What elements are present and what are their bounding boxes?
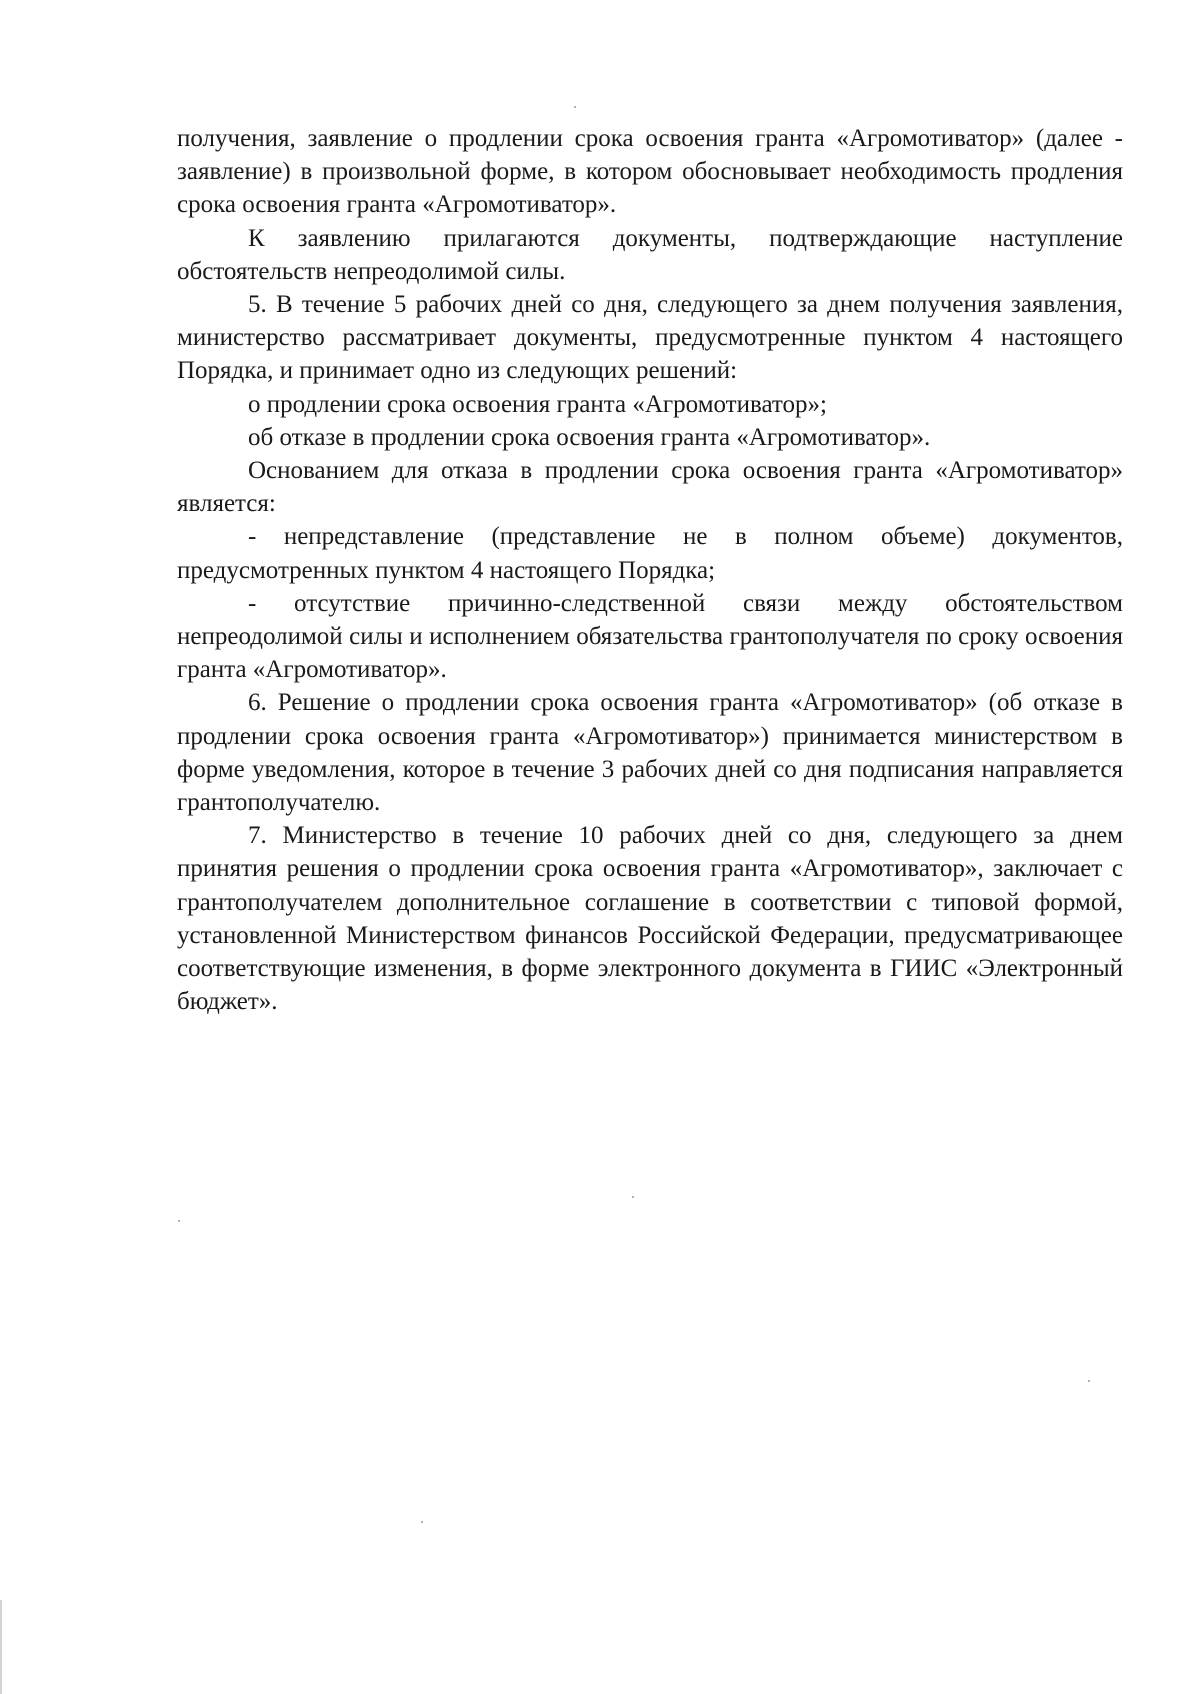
scan-speck [421, 1521, 423, 1523]
paragraph-item-6: 6. Решение о продлении срока освоения гранта «Агромотиватор» (об отказе в продлении срока освоения гранта «Агромотиватор») принимается министерством в форме уведомления, которое в течение 3 рабочих дней со дня подписания направляется грантополучателю. [177, 689, 1123, 817]
paragraph-item-5: 5. В течение 5 рабочих дней со дня, следующего за днем получения заявления, министерство рассматривает документы, предусмотренные пунктом 4 настоящего Порядка, и принимает одно из следующих решений: [177, 291, 1123, 385]
scan-speck [632, 1196, 634, 1198]
paragraph-ground-1: - непредставление (представление не в полном объеме) документов, предусмотренных пунктом 4 настоящего Порядка; [177, 523, 1123, 584]
scan-speck [574, 106, 576, 108]
paragraph-decision-refuse: об отказе в продлении срока освоения гранта «Агромотиватор». [248, 423, 931, 451]
scan-speck [178, 1220, 180, 1222]
paragraph-item-7: 7. Министерство в течение 10 рабочих дней со дня, следующего за днем принятия решения о продлении срока освоения гранта «Агромотиватор», заключает с грантополучателем дополнительное соглашение в соответствии с типовой формой, установленной Министерством финансов Российской Федерации, предусматривающее соответствующие изменения, в форме электронного документа в ГИИС «Электронный бюджет». [177, 822, 1123, 1016]
paragraph-attachments: К заявлению прилагаются документы, подтверждающие наступление обстоятельств непреодолимой силы. [177, 224, 1123, 285]
paragraph-refusal-grounds: Основанием для отказа в продлении срока освоения гранта «Агромотиватор» является: [177, 457, 1123, 518]
paragraph-continuation: получения, заявление о продлении срока освоения гранта «Агромотиватор» (далее - заявление) в произвольной форме, в котором обосновывает необходимость продления срока освоения гранта «Агромотиватор». [177, 125, 1123, 219]
paragraph-decision-extend: о продлении срока освоения гранта «Агромотиватор»; [248, 390, 827, 418]
document-body [177, 122, 1123, 1018]
paragraph-ground-2: - отсутствие причинно-следственной связи между обстоятельством непреодолимой силы и исполнением обязательства грантополучателя по сроку освоения гранта «Агромотиватор». [177, 589, 1123, 684]
scan-edge [0, 1600, 2, 1694]
scan-speck [1088, 1380, 1090, 1382]
